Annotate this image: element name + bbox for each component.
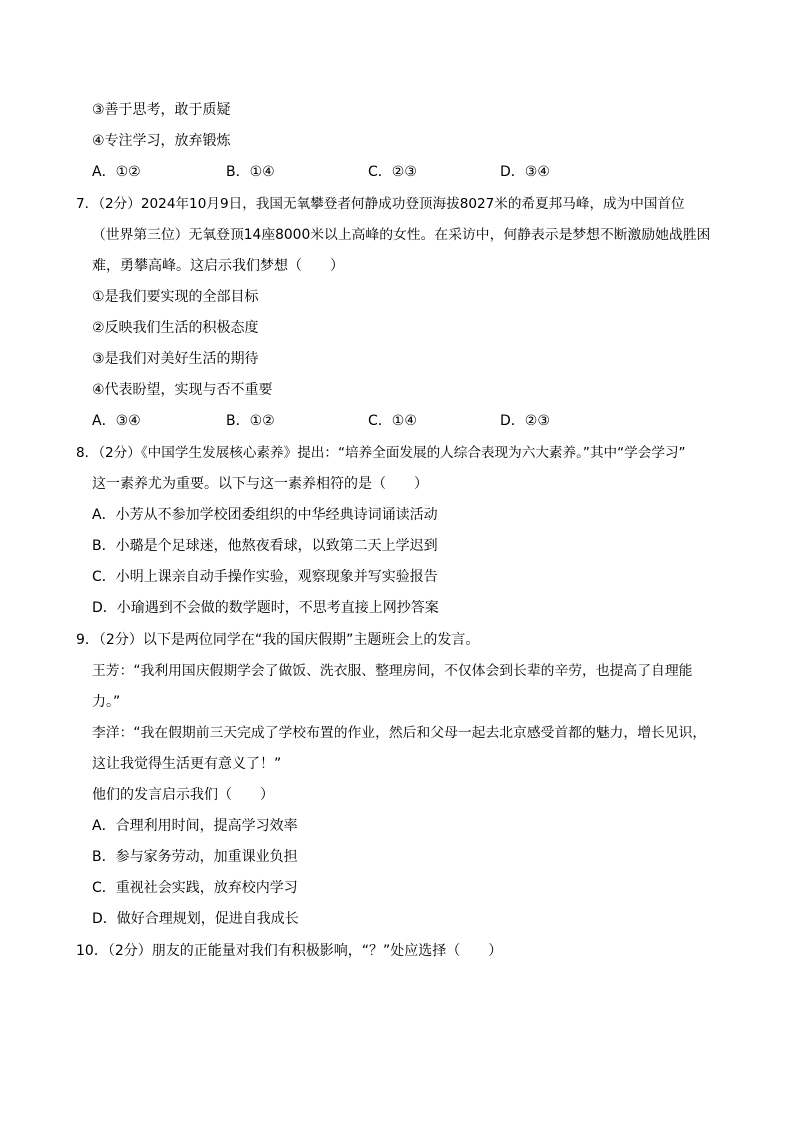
q6-statement-3: ③善于思考，敢于质疑 xyxy=(92,102,231,118)
q9-wang-fang-line-2: 力。” xyxy=(92,694,121,710)
q7-option-d: D．②③ xyxy=(500,413,550,429)
q6-option-c: C．②③ xyxy=(368,164,417,180)
q7-statement-2: ②反映我们生活的积极态度 xyxy=(92,320,259,336)
q6-option-b: B．①④ xyxy=(226,164,275,180)
q10-stem-line-1: 10．（2分）朋友的正能量对我们有积极影响，“？”处应选择（ ） xyxy=(76,943,503,959)
q8-stem-line-2: 这一素养尤为重要。以下与这一素养相符的是（ ） xyxy=(92,476,428,492)
q7-option-b: B．①② xyxy=(226,413,275,429)
q8-option-d: D．小瑜遇到不会做的数学题时，不思考直接上网抄答案 xyxy=(92,600,439,616)
q9-prompt: 他们的发言启示我们（ ） xyxy=(92,787,274,803)
q9-li-yang-line-2: 这让我觉得生活更有意义了！” xyxy=(92,756,282,772)
q8-option-b: B．小璐是个足球迷，他熬夜看球，以致第二天上学迟到 xyxy=(92,538,438,554)
q8-option-a: A．小芳从不参加学校团委组织的中华经典诗词诵读活动 xyxy=(92,507,438,523)
q6-option-d: D．③④ xyxy=(500,164,550,180)
q9-option-a: A．合理利用时间，提高学习效率 xyxy=(92,818,298,834)
q7-option-c: C．①④ xyxy=(368,413,417,429)
q7-stem-line-1: 7．（2分）2024年10月9日，我国无氧攀登者何静成功登顶海拔8027米的希夏邦马峰，成为中国首位 xyxy=(76,196,685,212)
q7-stem-line-3: 难，勇攀高峰。这启示我们梦想（ ） xyxy=(92,258,344,274)
q9-li-yang-line-1: 李洋：“我在假期前三天完成了学校布置的作业，然后和父母一起去北京感受首都的魅力，增长见识， xyxy=(92,725,707,741)
q9-option-d: D．做好合理规划，促进自我成长 xyxy=(92,911,299,927)
q9-option-b: B．参与家务劳动，加重课业负担 xyxy=(92,849,298,865)
q9-stem-line-1: 9．（2分）以下是两位同学在“我的国庆假期”主题班会上的发言。 xyxy=(76,632,480,648)
q7-statement-3: ③是我们对美好生活的期待 xyxy=(92,351,259,367)
q9-wang-fang-line-1: 王芳：“我利用国庆假期学会了做饭、洗衣服、整理房间，不仅体会到长辈的辛劳，也提高了自理能 xyxy=(92,663,693,679)
q6-statement-4: ④专注学习，放弃锻炼 xyxy=(92,133,231,149)
q7-stem-line-2: （世界第三位）无氧登顶14座8000米以上高峰的女性。在采访中，何静表示是梦想不断激励她战胜困 xyxy=(92,227,711,243)
q7-option-a: A．③④ xyxy=(92,413,141,429)
q6-option-a: A．①② xyxy=(92,164,141,180)
q7-statement-4: ④代表盼望，实现与否不重要 xyxy=(92,382,273,398)
q7-statement-1: ①是我们要实现的全部目标 xyxy=(92,289,259,305)
q8-stem-line-1: 8．（2分）《中国学生发展核心素养》提出：“培养全面发展的人综合表现为六大素养。”其中“学会学习” xyxy=(76,445,686,461)
q8-option-c: C．小明上课亲自动手操作实验，观察现象并写实验报告 xyxy=(92,569,438,585)
q9-option-c: C．重视社会实践，放弃校内学习 xyxy=(92,880,298,896)
